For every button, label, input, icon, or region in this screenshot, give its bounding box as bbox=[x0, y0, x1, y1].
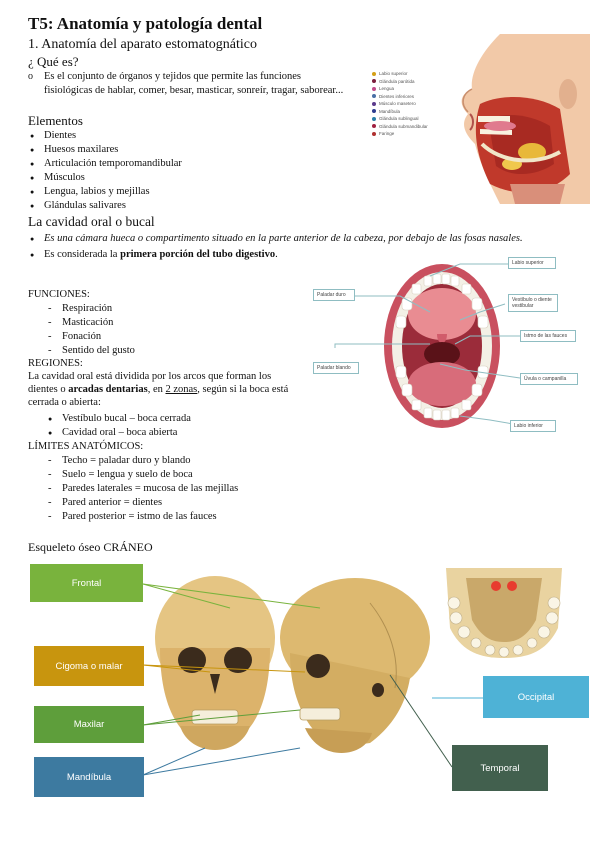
legend-item bbox=[372, 70, 442, 78]
list-item: - Sentido del gusto bbox=[46, 344, 246, 358]
label-labio-superior: Labio superior bbox=[508, 257, 556, 269]
skull-label-occipital: Occipital bbox=[483, 676, 589, 718]
legend-dot-icon bbox=[372, 124, 376, 128]
elementos-list bbox=[28, 129, 348, 213]
legend-label: Glándula sublingual bbox=[379, 116, 419, 122]
regiones-list bbox=[46, 412, 306, 440]
label-paladar-blando: Paladar blando bbox=[313, 362, 359, 374]
label-vestibulo: Vestíbulo o diente vestibular bbox=[508, 294, 558, 312]
funciones-heading: FUNCIONES: bbox=[28, 289, 90, 300]
limites-list bbox=[46, 454, 326, 524]
legend-item bbox=[372, 130, 442, 138]
que-es-text: o Es el conjunto de órganos y tejidos que permite las funciones fisiológicas de hablar, comer, besar, masticar, sonreír, tragar, saborear... bbox=[28, 70, 348, 98]
list-item: ● Cavidad oral – boca abierta bbox=[46, 426, 306, 440]
skull-label-maxilar: Maxilar bbox=[34, 706, 144, 743]
legend-dot-icon bbox=[372, 117, 376, 121]
legend-label: Labio superior bbox=[379, 71, 408, 77]
list-item: ● Músculos bbox=[28, 171, 348, 185]
list-item: - Pared posterior = istmo de las fauces bbox=[46, 510, 326, 524]
list-item: - Techo = paladar duro y blando bbox=[46, 454, 326, 468]
list-item: ● Glándulas salivares bbox=[28, 199, 348, 213]
legend-item bbox=[372, 123, 442, 131]
legend-dot-icon bbox=[372, 102, 376, 106]
legend-item bbox=[372, 93, 442, 101]
funciones-list bbox=[46, 302, 246, 358]
legend-label: Glándula submandibular bbox=[379, 123, 428, 129]
label-istmo-fauces: Istmo de las fauces bbox=[520, 330, 576, 342]
list-item: ● Huesos maxilares bbox=[28, 143, 348, 157]
legend-item bbox=[372, 100, 442, 108]
list-item: - Fonación bbox=[46, 330, 246, 344]
legend-label: Faringe bbox=[379, 131, 395, 137]
elementos-heading: Elementos bbox=[28, 113, 83, 128]
regiones-heading: REGIONES: bbox=[28, 358, 83, 369]
cavidad-heading: La cavidad oral o bucal bbox=[28, 214, 155, 229]
list-item: - Pared anterior = dientes bbox=[46, 496, 326, 510]
legend-dot-icon bbox=[372, 87, 376, 91]
label-labio-inferior: Labio inferior bbox=[510, 420, 556, 432]
que-es-list bbox=[28, 70, 348, 98]
skull-label-mandibula: Mandíbula bbox=[34, 757, 144, 797]
list-item: - Suelo = lengua y suelo de boca bbox=[46, 468, 326, 482]
legend-label: Dientes inferiores bbox=[379, 93, 415, 99]
list-item: ● Vestíbulo bucal – boca cerrada bbox=[46, 412, 306, 426]
legend-item bbox=[372, 78, 442, 86]
legend-label: Lengua bbox=[379, 86, 395, 92]
que-es-heading: ¿ Qué es? bbox=[28, 54, 79, 69]
cavidad-item-2: ● Es considerada la primera porción del tubo digestivo. bbox=[28, 248, 298, 262]
legend-label: Mandíbula bbox=[379, 108, 401, 114]
section-heading-anatomia: 1. Anatomía del aparato estomatognático bbox=[28, 37, 257, 52]
list-item: - Respiración bbox=[46, 302, 246, 316]
regiones-text: La cavidad oral está dividida por los arcos que forman los dientes o arcadas dentarias, en 2 zonas, según si la boca está cerrada o abierta: bbox=[28, 371, 289, 408]
list-item: ● Articulación temporomandibular bbox=[28, 157, 348, 171]
list-item: ● Lengua, labios y mejillas bbox=[28, 185, 348, 199]
legend-dot-icon bbox=[372, 94, 376, 98]
skull-label-frontal: Frontal bbox=[30, 564, 143, 602]
label-uvula: Úvula o campanilla bbox=[520, 373, 578, 385]
legend-dot-icon bbox=[372, 72, 376, 76]
head-anatomy-illustration bbox=[440, 34, 590, 204]
anatomy-legend bbox=[372, 70, 442, 138]
legend-item bbox=[372, 115, 442, 123]
list-item: - Masticación bbox=[46, 316, 246, 330]
legend-label: Músculo masetero bbox=[379, 101, 416, 107]
esqueleto-heading: Esqueleto óseo CRÁNEO bbox=[28, 540, 153, 554]
cavidad-item-1: ● Es una cámara hueca o compartimento situado en la parte anterior de la cabeza, por debajo de las fosas nasales. bbox=[28, 232, 558, 246]
list-item: - Paredes laterales = mucosa de las mejillas bbox=[46, 482, 326, 496]
skull-label-temporal: Temporal bbox=[452, 745, 548, 791]
list-item: ● Dientes bbox=[28, 129, 348, 143]
legend-dot-icon bbox=[372, 79, 376, 83]
page-title: T5: Anatomía y patología dental bbox=[28, 14, 263, 33]
legend-item bbox=[372, 108, 442, 116]
legend-label: Glándula parótida bbox=[379, 78, 415, 84]
legend-item bbox=[372, 85, 442, 93]
legend-dot-icon bbox=[372, 109, 376, 113]
legend-dot-icon bbox=[372, 132, 376, 136]
mouth-label-lines bbox=[300, 252, 570, 432]
limites-heading: LÍMITES ANATÓMICOS: bbox=[28, 441, 144, 452]
label-paladar-duro: Paladar duro bbox=[313, 289, 355, 301]
skull-label-cigoma: Cigoma o malar bbox=[34, 646, 144, 686]
